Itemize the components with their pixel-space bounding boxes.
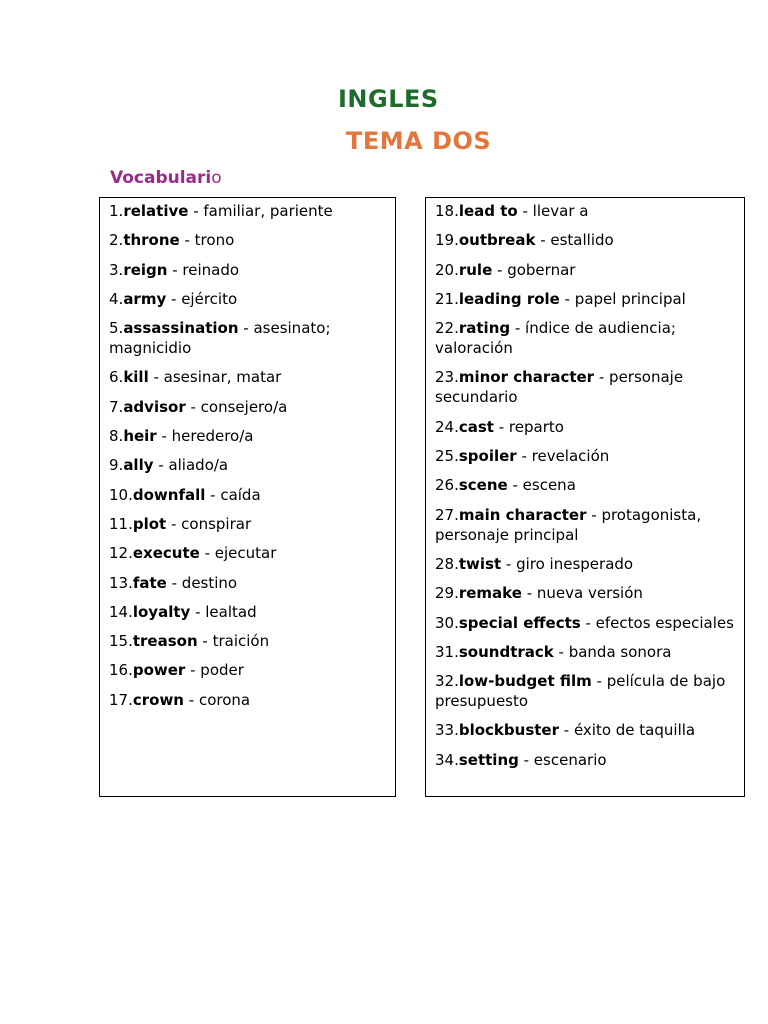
vocabulary-entry-num: 2. [109,231,124,250]
vocabulary-entry-def: - estallido [535,231,614,250]
vocabulary-entry-term: throne [123,231,180,250]
vocabulary-entry-num: 8. [109,427,124,446]
vocabulary-entry-term: reign [123,260,168,279]
vocabulary-entry-num: 19. [435,231,459,250]
vocabulary-entry [109,485,387,505]
vocabulary-entry-num: 1. [109,202,124,220]
vocabulary-entry-num: 10. [109,485,133,504]
vocabulary-entry [109,397,387,417]
vocabulary-entry-term: outbreak [458,231,536,250]
vocabulary-entry-term: assassination [123,319,239,338]
vocabulary-entry-num: 14. [109,602,133,621]
vocabulary-entry-term: lead to [458,202,518,220]
vocabulary-entry-def: - asesinato; magnicidio [109,319,331,358]
vocabulary-entry-term: cast [458,417,494,436]
vocabulary-entry [109,318,387,358]
vocabulary-entry-term: blockbuster [458,721,559,740]
vocabulary-entry [435,642,736,662]
vocabulary-entry-num: 4. [109,289,124,308]
vocabulary-entry-def: - personaje secundario [435,368,684,407]
vocabulary-entry-num: 24. [435,417,459,436]
vocabulary-entry-def: - papel principal [559,289,686,308]
vocabulary-entry-term: fate [132,573,167,592]
vocabulary-entry-def: - corona [184,690,251,709]
vocabulary-entry-term: scene [458,476,508,495]
vocabulary-entry [109,573,387,593]
vocabulary-entry-def: - heredero/a [156,427,254,446]
vocabulary-entry-term: leading role [458,289,560,308]
vocabulary-entry-term: rating [458,319,511,338]
vocabulary-entry-term: downfall [132,485,206,504]
vocabulary-entry-num: 32. [435,672,459,691]
vocabulary-entry-num: 15. [109,632,133,651]
vocabulary-entry-num: 23. [435,368,459,387]
vocabulary-entry-def: - caída [205,485,261,504]
vocabulary-entry-def: - aliado/a [153,456,229,475]
vocabulary-entry [435,750,736,770]
vocabulary-entry-def: - éxito de taquilla [559,721,696,740]
section-heading-last-letter: o [211,168,222,188]
page-subtitle: TEMA DOS [346,127,492,155]
vocabulary-entry-term: power [132,661,186,680]
vocabulary-entry-def: - gobernar [492,260,576,279]
vocabulary-entry [435,367,736,407]
vocabulary-entry-num: 18. [435,202,459,220]
vocabulary-entry-term: minor character [458,368,595,387]
vocabulary-entry-def: - banda sonora [553,642,672,661]
vocabulary-entry [435,230,736,250]
vocabulary-entry-def: - giro inesperado [501,554,634,573]
vocabulary-entry [435,417,736,437]
vocabulary-entry [435,554,736,574]
vocabulary-entry [435,446,736,466]
vocabulary-entry-num: 12. [109,544,133,563]
vocabulary-entry-def: - ejército [166,289,238,308]
vocabulary-entry-term: advisor [123,397,186,416]
vocabulary-entry-def: - película de bajo presupuesto [435,672,726,711]
vocabulary-entry-num: 30. [435,613,459,632]
vocabulary-entry [109,201,387,221]
vocabulary-entry-term: execute [132,544,200,563]
vocabulary-entry-term: crown [132,690,184,709]
vocabulary-entry-num: 11. [109,514,133,533]
vocabulary-entry-def: - revelación [516,447,610,466]
vocabulary-entry-term: setting [458,750,519,769]
vocabulary-entry [109,660,387,680]
vocabulary-box-left [99,197,396,797]
vocabulary-entry-term: heir [123,427,157,446]
vocabulary-entry [435,260,736,280]
vocabulary-entry-num: 20. [435,260,459,279]
vocabulary-entry-def: - destino [166,573,238,592]
vocabulary-entry [435,505,736,545]
vocabulary-entry [109,690,387,710]
vocabulary-entry-num: 26. [435,476,459,495]
vocabulary-entry-num: 28. [435,554,459,573]
vocabulary-entry-term: kill [123,368,149,387]
vocabulary-entry [435,475,736,495]
vocabulary-entry [435,720,736,740]
vocabulary-entry [109,631,387,651]
vocabulary-entry-num: 25. [435,447,459,466]
vocabulary-entry [435,318,736,358]
vocabulary-entry [435,289,736,309]
vocabulary-entry-num: 27. [435,505,459,524]
vocabulary-entry-num: 31. [435,642,459,661]
vocabulary-entry-term: ally [123,456,154,475]
vocabulary-entry-num: 17. [109,690,133,709]
vocabulary-entry-num: 34. [435,750,459,769]
vocabulary-entry-def: - escenario [518,750,607,769]
vocabulary-entry-num: 5. [109,319,124,338]
vocabulary-entry-def: - escena [507,476,576,495]
vocabulary-entry [109,543,387,563]
vocabulary-entry [109,514,387,534]
vocabulary-entry-def: - reparto [493,417,564,436]
vocabulary-entry-num: 33. [435,721,459,740]
vocabulary-entry-term: special effects [458,613,581,632]
vocabulary-entry-num: 13. [109,573,133,592]
vocabulary-entry-num: 3. [109,260,124,279]
vocabulary-entry-num: 29. [435,584,459,603]
vocabulary-entry-def: - traición [197,632,270,651]
vocabulary-entry-def: - conspirar [166,514,252,533]
vocabulary-entry-term: low-budget film [458,672,592,691]
vocabulary-entry-def: - ejecutar [199,544,277,563]
vocabulary-entry-term: soundtrack [458,642,554,661]
vocabulary-entry-term: main character [458,505,587,524]
vocabulary-entry [109,602,387,622]
vocabulary-entry-def: - protagonista, personaje principal [435,505,702,544]
vocabulary-entry [109,230,387,250]
vocabulary-entry-def: - lealtad [190,602,257,621]
vocabulary-entry-def: - trono [179,231,235,250]
vocabulary-entry-num: 16. [109,661,133,680]
vocabulary-entry [435,671,736,711]
vocabulary-entry [109,426,387,446]
vocabulary-entry-def: - llevar a [517,202,589,220]
vocabulary-entry-num: 21. [435,289,459,308]
vocabulary-entry [109,455,387,475]
vocabulary-entry-num: 9. [109,456,124,475]
vocabulary-entry-term: twist [458,554,502,573]
vocabulary-entry-def: - poder [185,661,244,680]
vocabulary-entry-def: - consejero/a [185,397,288,416]
vocabulary-entry-term: spoiler [458,447,517,466]
vocabulary-entry [109,260,387,280]
vocabulary-entry [435,201,736,221]
vocabulary-entry-def: - índice de audiencia; valoración [435,319,676,358]
vocabulary-entry-term: relative [123,202,189,220]
vocabulary-entry-term: loyalty [132,602,191,621]
vocabulary-entry [109,289,387,309]
vocabulary-entry-def: - familiar, pariente [188,202,333,220]
vocabulary-entry [109,367,387,387]
vocabulary-entry-def: - asesinar, matar [148,368,282,387]
vocabulary-entry-def: - nueva versión [521,584,643,603]
vocabulary-entry-def: - reinado [167,260,240,279]
vocabulary-entry-term: plot [132,514,167,533]
page-title: INGLES [338,85,439,113]
vocabulary-entry-term: treason [132,632,198,651]
vocabulary-entry-num: 6. [109,368,124,387]
vocabulary-entry-def: - efectos especiales [580,613,734,632]
section-heading-main: Vocabulari [110,168,212,188]
vocabulary-entry-num: 22. [435,319,459,338]
vocabulary-entry-term: remake [458,584,522,603]
vocabulary-entry-term: army [123,289,167,308]
vocabulary-entry-term: rule [458,260,493,279]
vocabulary-box-right [425,197,745,797]
vocabulary-entry [435,613,736,633]
section-heading [110,168,222,188]
vocabulary-entry [435,583,736,603]
vocabulary-entry-num: 7. [109,397,124,416]
